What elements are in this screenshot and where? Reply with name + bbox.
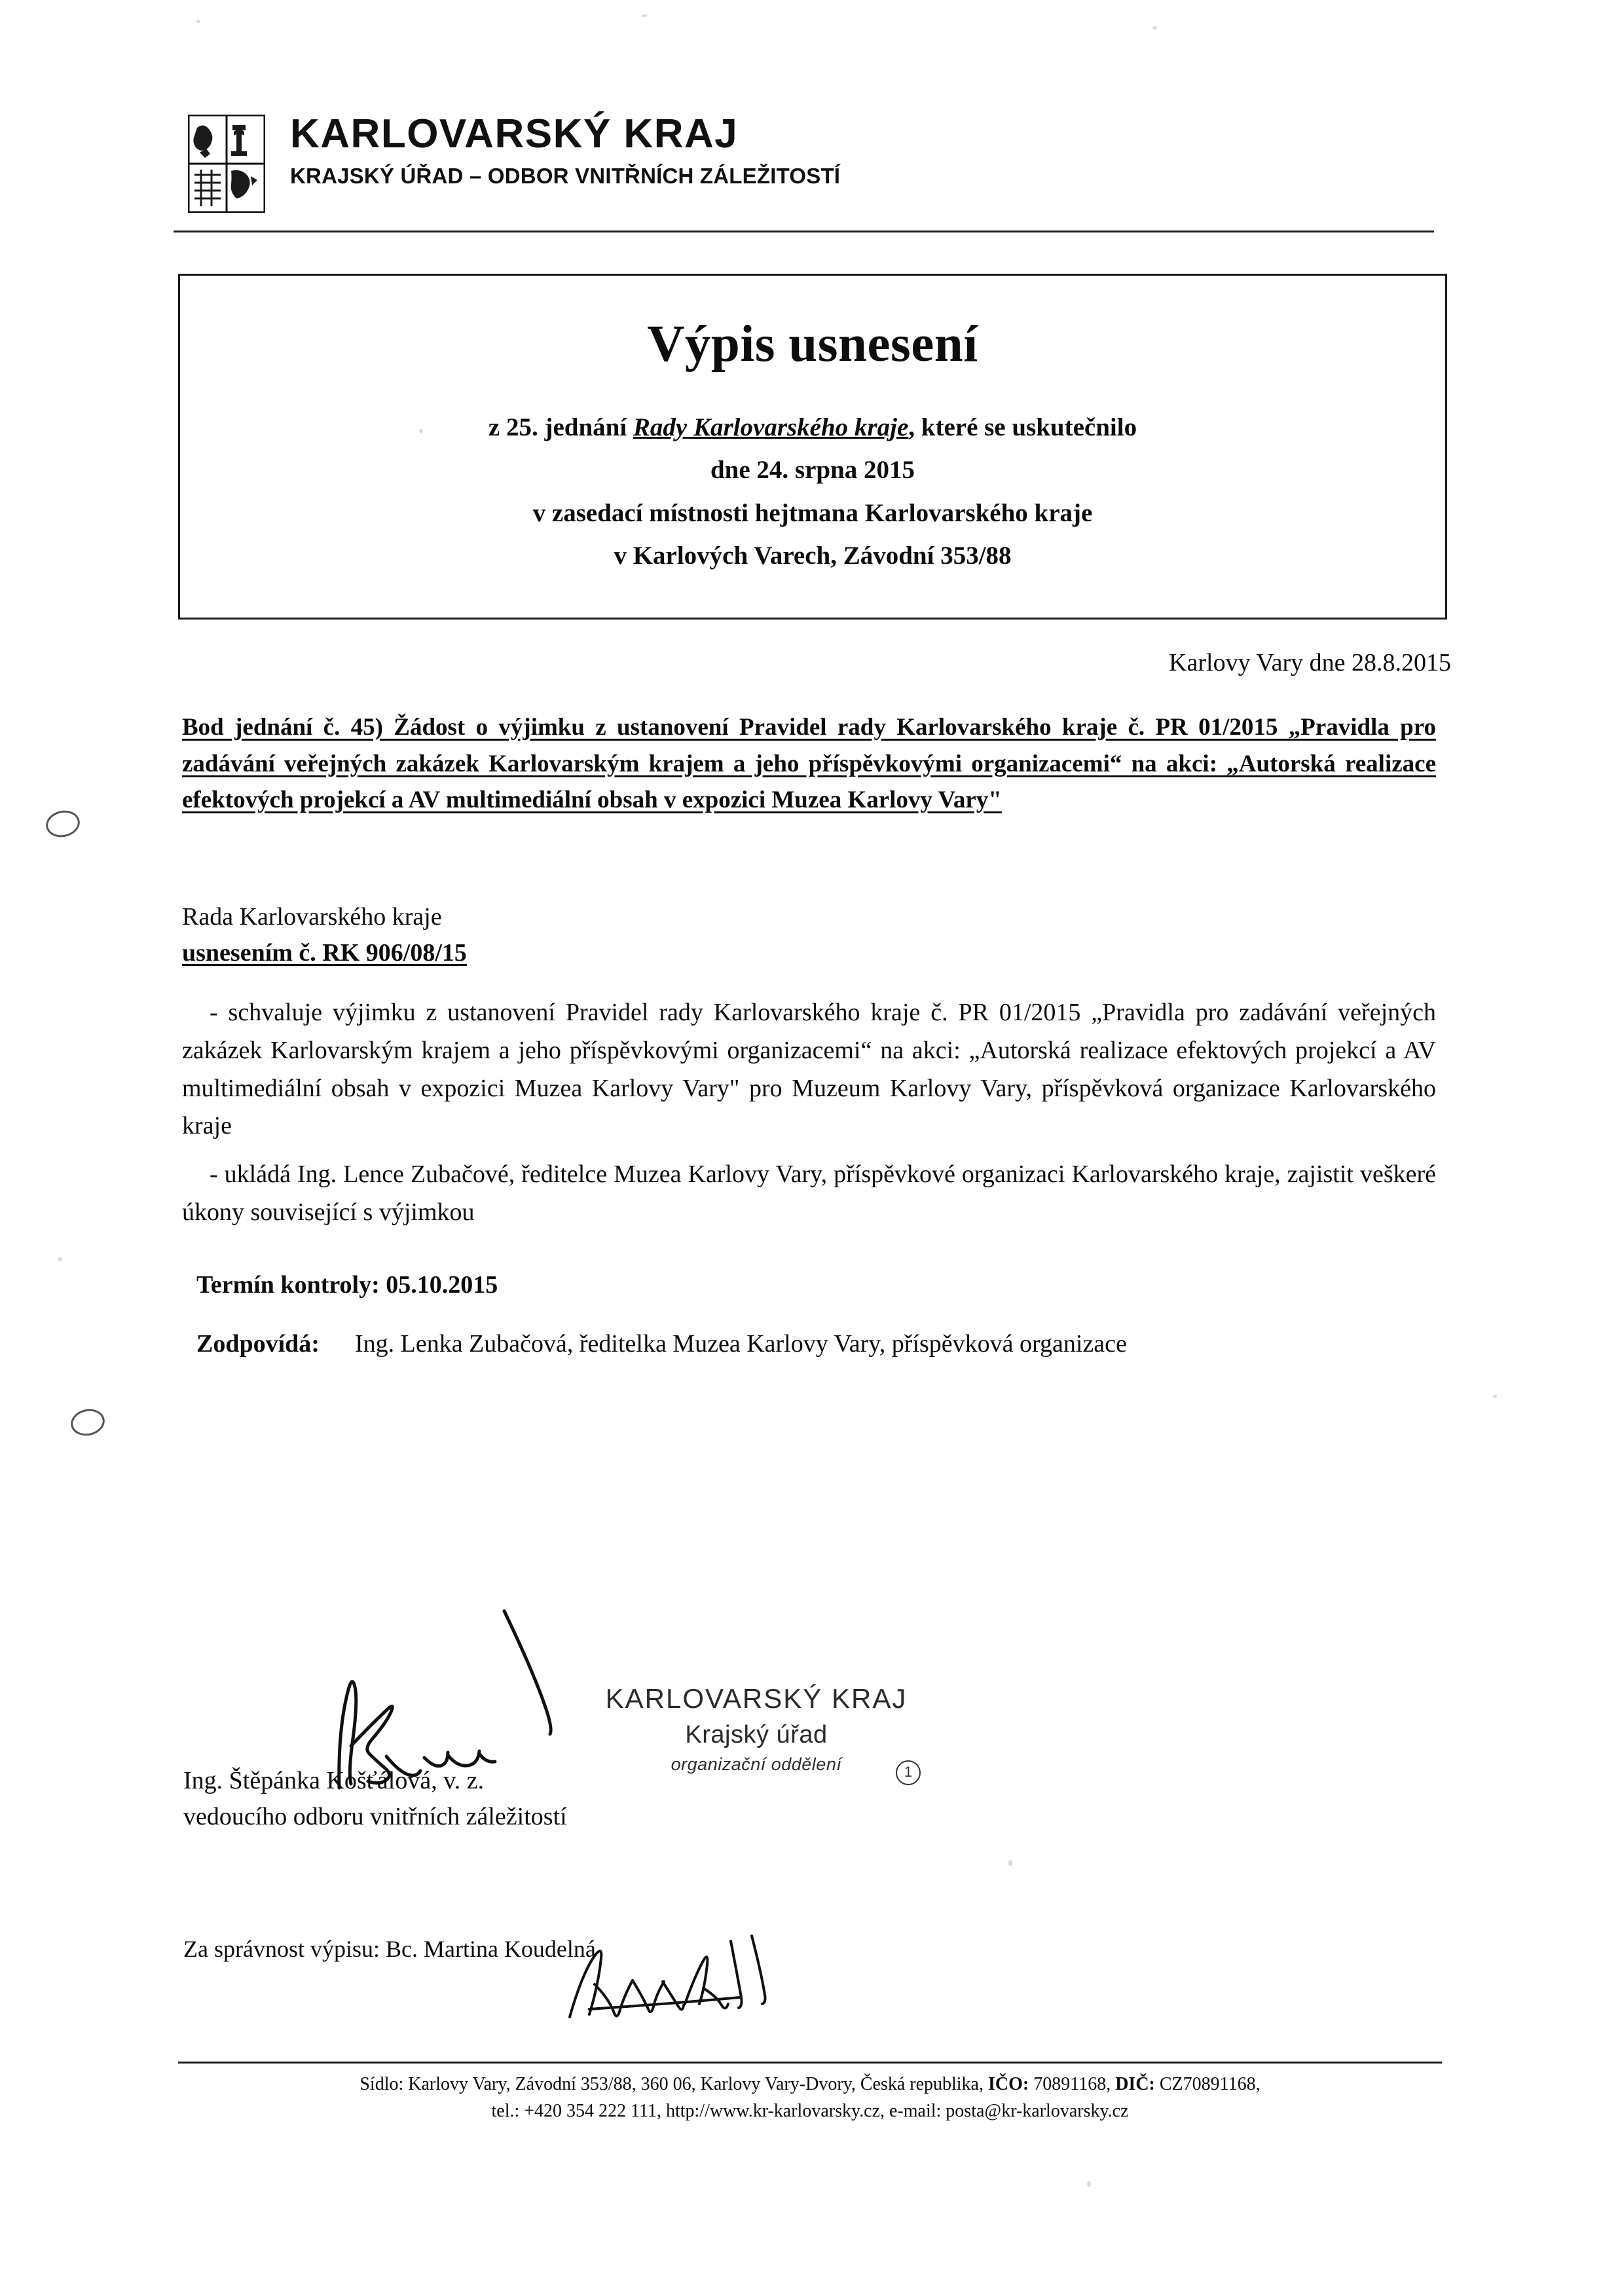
punch-hole [43,807,82,840]
scan-artifact [58,1257,62,1261]
header-divider [174,231,1434,232]
meeting-date: dne 24. srpna 2015 [710,456,915,485]
scan-artifact [1152,26,1157,29]
responsible-label: Zodpovídá: [196,1330,320,1358]
title-box [178,274,1447,620]
council-body: Rada Karlovarského kraje [182,903,442,931]
department-name: KRAJSKÝ ÚŘAD – ODBOR VNITŘNÍCH ZÁLEŽITOSTÍ [290,164,841,189]
control-term: Termín kontroly: 05.10.2015 [196,1271,498,1299]
council-name: Rady Karlovarského kraje [633,413,909,441]
punch-hole [68,1406,107,1439]
place-date: Karlovy Vary dne 28.8.2015 [1169,649,1451,676]
document-header [188,108,1432,213]
footer-line-2: tel.: +420 354 222 111, http://www.kr-karlovarsky.cz, e-mail: posta@kr-karlovarsky.cz [491,2101,1129,2122]
meeting-prefix: z 25. jednání [488,413,633,441]
footer-divider [178,2062,1442,2064]
signatory-name: Ing. Štěpánka Košťálová, v. z. [183,1767,485,1794]
stamp-line-2: Krajský úřad [685,1721,828,1749]
stamp-line-3: organizační oddělení [671,1754,842,1774]
scan-artifact [196,20,200,23]
meeting-place-1: v zasedací místnosti hejtmana Karlovarského kraje [532,498,1093,527]
coat-of-arms-icon [188,115,265,213]
document-title: Výpis usnesení [647,316,978,373]
scan-artifact [1087,2181,1091,2187]
signatory-title: vedoucího odboru vnitřních záležitostí [183,1802,567,1830]
organization-name: KARLOVARSKÝ KRAJ [290,111,739,157]
resolution-paragraph-approve: - schvaluje výjimku z ustanovení Pravidel rady Karlovarského kraje č. PR 01/2015 „Pravidla pro zadávání veřejných zakázek Karlovarským krajem a jeho příspěvkovými organizacemi“ na akci: „Autorská realizace efektových projekcí a AV multimediální obsah v expozici Muzea Karlovy Vary" pro Muzeum Karlovy Vary, příspěvková organizace Karlovarského kraje [182,999,1436,1140]
resolution-number: usnesením č. RK 906/08/15 [182,939,467,967]
footer-address: Sídlo: Karlovy Vary, Závodní 353/88, 360 06, Karlovy Vary-Dvory, Česká republika, [359,2074,988,2094]
correctness-line: Za správnost výpisu: Bc. Martina Koudelná [183,1936,596,1962]
agenda-item: Bod jednání č. 45) Žádost o výjimku z ustanovení Pravidel rady Karlovarského kraje č. PR 01/2015 „Pravidla pro zadávání veřejných zakázek Karlovarským krajem a jeho příspěvkovými organizacemi“ na akci: „Autorská realizace efektových projekcí a AV multimediální obsah v expozici Muzea Karlovy Vary" [182,714,1436,813]
footer-line-1 [178,2071,1442,2098]
meeting-line-1 [180,409,1445,445]
stamp-line-1: KARLOVARSKÝ KRAJ [605,1683,908,1714]
stamp-number-badge: 1 [896,1760,921,1785]
ico-value: 70891168, [1029,2074,1116,2094]
scan-artifact [1008,1860,1012,1866]
meeting-place-2: v Karlových Varech, Závodní 353/88 [614,542,1012,570]
footer [178,2071,1442,2125]
council-block [182,899,467,972]
meeting-suffix: , které se uskutečnilo [908,413,1137,441]
handwritten-signature-secondary [563,1925,838,2030]
signatory-block [183,1763,567,1834]
resolution-paragraph-assign: - ukládá Ing. Lence Zubačové, ředitelce Muzea Karlovy Vary, příspěvkové organizaci Karlovarského kraje, zajistit veškeré úkony související s výjimkou [182,1160,1436,1226]
ico-label: IČO: [988,2074,1029,2094]
responsible-value: Ing. Lenka Zubačová, ředitelka Muzea Karlovy Vary, příspěvková organizace [354,1330,1127,1358]
dic-value: CZ70891168, [1154,2074,1261,2094]
dic-label: DIČ: [1115,2074,1155,2094]
scan-artifact [642,14,647,17]
scan-artifact [1493,1395,1497,1398]
office-stamp [560,1683,953,1775]
responsible-row [196,1329,1127,1358]
